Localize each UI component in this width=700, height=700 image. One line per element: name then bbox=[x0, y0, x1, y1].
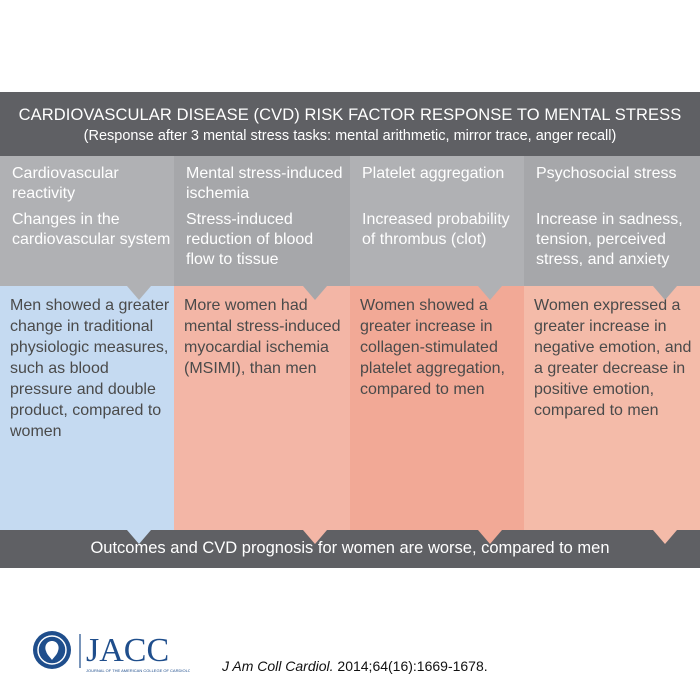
jacc-seal-icon bbox=[30, 628, 190, 676]
jacc-logo-tagline: JOURNAL OF THE AMERICAN COLLEGE OF CARDIOLOGY bbox=[86, 668, 190, 673]
citation-journal: J Am Coll Cardiol. bbox=[222, 658, 334, 674]
down-arrow-notch bbox=[303, 286, 327, 300]
column-heading: Cardiovascular reactivity bbox=[12, 165, 119, 202]
citation-details: 2014;64(16):1669-1678. bbox=[333, 658, 488, 674]
column-description: Changes in the cardiovascular system bbox=[12, 211, 171, 248]
down-arrow-notch bbox=[653, 530, 677, 544]
column-finding: Women showed a greater increase in collagen-stimulated platelet aggregation, compared to men bbox=[360, 297, 505, 398]
header-bar bbox=[0, 92, 700, 156]
header-subtitle: (Response after 3 mental stress tasks: mental arithmetic, mirror trace, anger recall) bbox=[83, 128, 617, 144]
infographic bbox=[0, 92, 700, 568]
column-cardiovascular-reactivity bbox=[0, 156, 174, 530]
column-heading: Mental stress-induced ischemia bbox=[186, 165, 343, 202]
jacc-logo-text: JACC bbox=[86, 632, 170, 669]
column-description: Increased probability of thrombus (clot) bbox=[362, 211, 510, 248]
down-arrow-notch bbox=[127, 530, 151, 544]
down-arrow-notch bbox=[478, 286, 502, 300]
column-finding-panel bbox=[174, 286, 350, 530]
column-header-panel bbox=[0, 156, 174, 286]
down-arrow-notch bbox=[653, 286, 677, 300]
column-finding-panel bbox=[350, 286, 524, 530]
column-description: Increase in sadness, tension, perceived stress, and anxiety bbox=[536, 211, 683, 268]
column-finding-panel bbox=[0, 286, 174, 530]
column-header-panel bbox=[524, 156, 700, 286]
column-description: Stress-induced reduction of blood flow to tissue bbox=[186, 211, 314, 268]
column-heading: Psychosocial stress bbox=[536, 165, 677, 182]
outcome-text: Outcomes and CVD prognosis for women are worse, compared to men bbox=[90, 539, 610, 557]
column-finding: Women expressed a greater increase in negative emotion, and a greater decrease in positive emotion, compared to men bbox=[534, 297, 692, 419]
column-heading: Platelet aggregation bbox=[362, 165, 505, 182]
outcome-bar bbox=[0, 530, 700, 568]
column-mental-stress-ischemia bbox=[174, 156, 350, 530]
column-finding: More women had mental stress-induced myocardial ischemia (MSIMI), than men bbox=[184, 297, 341, 377]
down-arrow-notch bbox=[478, 530, 502, 544]
down-arrow-notch bbox=[303, 530, 327, 544]
column-psychosocial-stress bbox=[524, 156, 700, 530]
jacc-logo bbox=[30, 628, 190, 676]
column-finding-panel bbox=[524, 286, 700, 530]
column-platelet-aggregation bbox=[350, 156, 524, 530]
down-arrow-notch bbox=[127, 286, 151, 300]
column-header-panel bbox=[350, 156, 524, 286]
column-finding: Men showed a greater change in traditional physiologic measures, such as blood pressure and double product, compared to women bbox=[10, 297, 170, 440]
header-title: CARDIOVASCULAR DISEASE (CVD) RISK FACTOR RESPONSE TO MENTAL STRESS bbox=[18, 106, 682, 124]
column-header-panel bbox=[174, 156, 350, 286]
journal-citation bbox=[222, 658, 488, 674]
